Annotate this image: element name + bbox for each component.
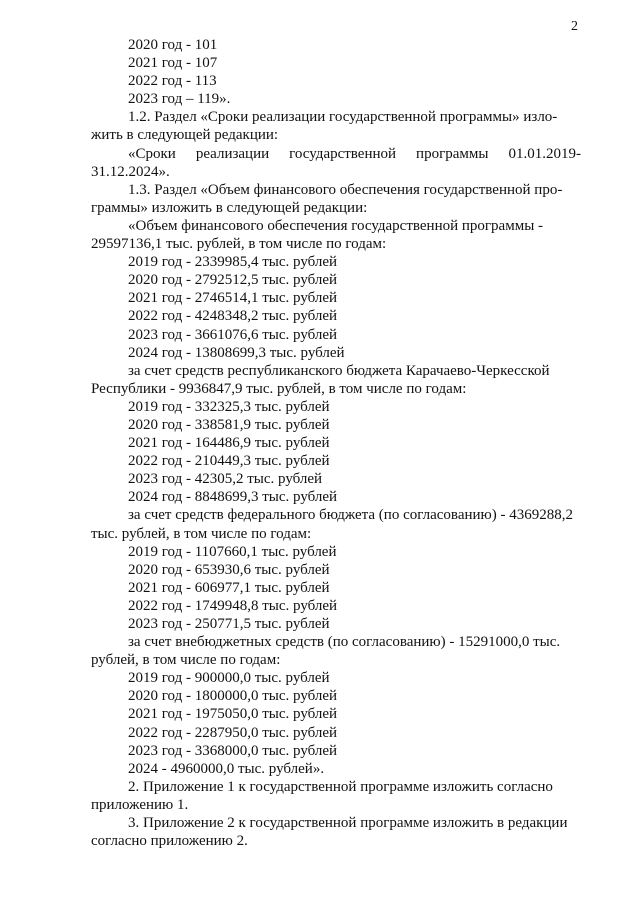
- text-line: 2023 год – 119».: [128, 91, 231, 108]
- text-line: 2019 год - 1107660,1 тыс. рублей: [128, 543, 337, 560]
- text-line: 2022 год - 2287950,0 тыс. рублей: [128, 724, 338, 741]
- text-line: Республики - 9936847,9 тыс. рублей, в том числе по годам:: [91, 380, 467, 397]
- text-line: жить в следующей редакции:: [91, 127, 279, 144]
- text-word: 01.01.2019-: [508, 145, 581, 162]
- text-line: 2020 год - 2792512,5 тыс. рублей: [128, 272, 338, 289]
- text-line: 2021 год - 606977,1 тыс. рублей: [128, 579, 330, 596]
- text-line: 2024 год - 13808699,3 тыс. рублей: [128, 344, 345, 361]
- text-word: «Сроки: [128, 145, 176, 162]
- text-line: 1.3. Раздел «Объем финансового обеспечения государственной про-: [128, 181, 563, 198]
- text-line: 2020 год - 1800000,0 тыс. рублей: [128, 688, 338, 705]
- page-number: 2: [571, 19, 578, 34]
- text-line: приложению 1.: [91, 796, 189, 813]
- text-line: 2019 год - 900000,0 тыс. рублей: [128, 670, 330, 687]
- text-line: 3. Приложение 2 к государственной программе изложить в редакции: [128, 815, 568, 832]
- text-line: согласно приложению 2.: [91, 833, 248, 850]
- text-line: тыс. рублей, в том числе по годам:: [91, 525, 312, 542]
- text-line: 2022 год - 210449,3 тыс. рублей: [128, 453, 330, 470]
- text-line: 2023 год - 3661076,6 тыс. рублей: [128, 326, 338, 343]
- text-word: государственной: [289, 145, 397, 162]
- text-line: рублей, в том числе по годам:: [91, 652, 281, 669]
- text-line: 2024 - 4960000,0 тыс. рублей».: [128, 760, 325, 777]
- text-line: [91, 145, 581, 163]
- text-line: 1.2. Раздел «Сроки реализации государственной программы» изло-: [128, 109, 558, 126]
- text-line: 2021 год - 1975050,0 тыс. рублей: [128, 706, 338, 723]
- text-line: 2022 год - 4248348,2 тыс. рублей: [128, 308, 338, 325]
- text-line: 2019 год - 332325,3 тыс. рублей: [128, 398, 330, 415]
- document-body: [91, 36, 581, 850]
- text-line: 2020 год - 653930,6 тыс. рублей: [128, 561, 330, 578]
- text-line: 31.12.2024».: [91, 163, 170, 180]
- text-line: 2022 год - 1749948,8 тыс. рублей: [128, 597, 338, 614]
- text-line: 2024 год - 8848699,3 тыс. рублей: [128, 489, 338, 506]
- text-line: 2020 год - 338581,9 тыс. рублей: [128, 416, 330, 433]
- text-line: 29597136,1 тыс. рублей, в том числе по годам:: [91, 236, 387, 253]
- text-line: 2023 год - 42305,2 тыс. рублей: [128, 471, 323, 488]
- text-line: 2020 год - 101: [128, 37, 218, 53]
- text-line: 2023 год - 3368000,0 тыс. рублей: [128, 742, 338, 759]
- text-word: реализации: [195, 145, 270, 162]
- text-line: граммы» изложить в следующей редакции:: [91, 199, 368, 216]
- text-line: 2019 год - 2339985,4 тыс. рублей: [128, 254, 338, 271]
- text-line: 2. Приложение 1 к государственной программе изложить согласно: [128, 778, 553, 795]
- text-line: «Объем финансового обеспечения государственной программы -: [128, 217, 544, 234]
- text-line: за счет средств республиканского бюджета Карачаево-Черкесской: [128, 362, 550, 379]
- text-line: 2022 год - 113: [128, 73, 217, 90]
- text-word: программы: [416, 145, 489, 162]
- text-line: 2023 год - 250771,5 тыс. рублей: [128, 616, 330, 632]
- text-line: за счет внебюджетных средств (по согласованию) - 15291000,0 тыс.: [128, 634, 561, 651]
- text-line: 2021 год - 2746514,1 тыс. рублей: [128, 290, 338, 307]
- text-line: 2021 год - 107: [128, 55, 218, 72]
- text-line: 2021 год - 164486,9 тыс. рублей: [128, 435, 330, 452]
- text-line: за счет средств федерального бюджета (по согласованию) - 4369288,2: [128, 507, 573, 524]
